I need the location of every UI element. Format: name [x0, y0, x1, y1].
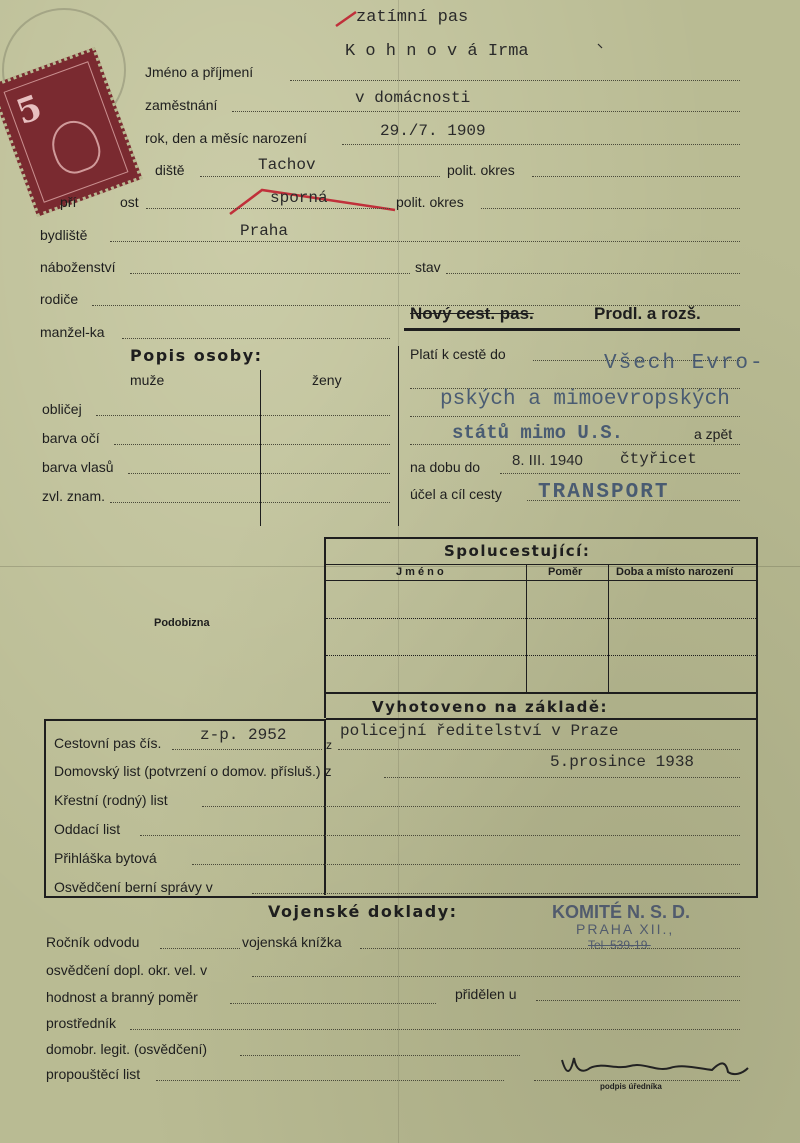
dotted-line [500, 473, 740, 474]
draft-year-label: Ročník odvodu [46, 934, 140, 950]
committee-stamp-line2: PRAHA XII., [576, 921, 675, 937]
table-column-line [608, 564, 609, 692]
birthplace-value: Tachov [258, 156, 316, 174]
dotted-line [114, 444, 390, 445]
military-documents-heading: Vojenské doklady: [268, 902, 458, 921]
district-certificate-label: osvědčení dopl. okr. vel. v [46, 962, 208, 978]
dotted-line [96, 415, 390, 416]
tax-office-label: Osvědčení berní správy v [54, 879, 213, 895]
and-back-label: a zpět [694, 426, 733, 442]
name-label: Jméno a příjmení [145, 64, 254, 80]
registration-label: Přihláška bytová [54, 850, 157, 866]
dotted-line [122, 338, 390, 339]
dotted-line [230, 1003, 436, 1004]
extension-label: Prodl. a rozš. [594, 304, 701, 323]
male-column-label: muže [130, 372, 165, 388]
dotted-line [172, 749, 322, 750]
signature-line [534, 1080, 740, 1081]
residence-value: Praha [240, 222, 289, 240]
name-value: K o h n o v á Irma [345, 42, 529, 61]
dotted-line [200, 176, 440, 177]
passport-number-value: z-p. 2952 [200, 726, 287, 744]
box-rule [44, 719, 326, 721]
dotted-line [252, 976, 740, 977]
companion-birth-header: Doba a místo narození [616, 566, 734, 578]
birthdate-label: rok, den a měsíc narození [145, 130, 307, 146]
table-rule [326, 564, 756, 565]
residence-label: bydliště [40, 227, 88, 243]
special-marks-label: zvl. znam. [42, 488, 106, 504]
district-label: polit. okres [396, 194, 464, 210]
dotted-line [128, 473, 390, 474]
issued-based-on-heading: Vyhotoveno na základě: [372, 698, 609, 716]
dotted-line [384, 777, 740, 778]
hair-color-label: barva vlasů [42, 459, 114, 475]
intermediary-label: prostředník [46, 1015, 117, 1031]
valid-until-words: čtyřicet [620, 450, 697, 468]
occupation-value: v domácnosti [355, 89, 471, 107]
from-label: z [326, 738, 332, 752]
face-label: obličej [42, 401, 82, 417]
passport-issuer-value: policejní ředitelství v Praze [340, 722, 619, 740]
dotted-line [536, 1000, 740, 1001]
valid-for-value-2: pských a mimoevropských [440, 388, 730, 411]
female-column-label: ženy [312, 372, 342, 388]
status-label: stav [415, 259, 441, 275]
dotted-line [110, 502, 390, 503]
table-row [326, 618, 756, 619]
citizenship-label: pří [60, 194, 77, 210]
dotted-line [202, 806, 740, 807]
valid-until-date: 8. III. 1940 [512, 452, 583, 469]
domicile-label: Domovský list (potvrzení o domov. přísluš.) z [54, 763, 332, 779]
religion-label: náboženství [40, 259, 116, 275]
purpose-label: účel a cíl cesty [410, 486, 502, 502]
dotted-line [110, 241, 740, 242]
domicile-value: 5.prosince 1938 [550, 753, 695, 771]
passport-type-value: zatímní pas [356, 8, 469, 27]
table-rule [326, 692, 756, 694]
dotted-line [252, 893, 740, 894]
home-guard-label: domobr. legit. (osvědčení) [46, 1041, 208, 1057]
description-heading: Popis osoby: [130, 346, 263, 365]
marriage-certificate-label: Oddací list [54, 821, 121, 837]
signature-label: podpis úředníka [600, 1082, 662, 1091]
dotted-line [360, 948, 740, 949]
rank-label: hodnost a branný poměr [46, 989, 198, 1005]
spouse-label: manžel-ka [40, 324, 105, 340]
dotted-line [192, 864, 740, 865]
dotted-line [410, 416, 740, 417]
passport-number-label: Cestovní pas čís. [54, 735, 162, 751]
committee-stamp-line3: Tel. 539-19. [588, 938, 651, 952]
assigned-label: přidělen u [455, 986, 517, 1002]
companion-name-header: J m é n o [396, 566, 444, 578]
citizenship-value: sporná [270, 189, 328, 207]
dotted-line [410, 444, 740, 445]
dotted-line [232, 111, 740, 112]
district-label: polit. okres [447, 162, 515, 178]
military-book-label: vojenská knížka [242, 934, 342, 950]
purpose-value: TRANSPORT [538, 481, 670, 504]
dotted-line [130, 273, 410, 274]
table-rule [326, 580, 756, 581]
photo-label: Podobizna [154, 617, 210, 629]
dotted-line [481, 208, 740, 209]
section-rule [404, 328, 740, 331]
revenue-stamp: 5 [0, 47, 143, 217]
dotted-line [160, 948, 240, 949]
birthplace-label: diště [155, 162, 185, 178]
dotted-line [156, 1080, 504, 1081]
dotted-line [140, 835, 740, 836]
valid-for-value-1: Všech Evro- [604, 352, 765, 375]
table-row [326, 655, 756, 656]
dotted-line [146, 208, 390, 209]
dotted-line [532, 176, 740, 177]
occupation-label: zaměstnání [145, 97, 218, 113]
committee-stamp-line1: KOMITÉ N. S. D. [552, 902, 691, 922]
dotted-line [342, 144, 740, 145]
dotted-line [290, 80, 740, 81]
birthdate-value: 29./7. 1909 [380, 122, 486, 140]
dotted-line [338, 749, 740, 750]
valid-for-value-3: států mimo U.S. [452, 422, 624, 444]
companion-relation-header: Poměr [548, 566, 583, 578]
dotted-line [240, 1055, 520, 1056]
parents-label: rodiče [40, 291, 79, 307]
citizenship-label-tail: ost [120, 194, 139, 210]
valid-until-label: na dobu do [410, 459, 481, 475]
table-column-line [526, 564, 527, 692]
column-divider [398, 346, 399, 526]
eye-color-label: barva očí [42, 430, 100, 446]
discharge-label: propouštěcí list [46, 1066, 141, 1082]
companions-heading: Spolucestující: [444, 542, 591, 560]
valid-for-label: Platí k cestě do [410, 346, 506, 362]
new-passport-label: Nový cest. pas. [410, 304, 534, 323]
birth-certificate-label: Křestní (rodný) list [54, 792, 168, 808]
dotted-line [446, 273, 740, 274]
dotted-line [130, 1029, 740, 1030]
